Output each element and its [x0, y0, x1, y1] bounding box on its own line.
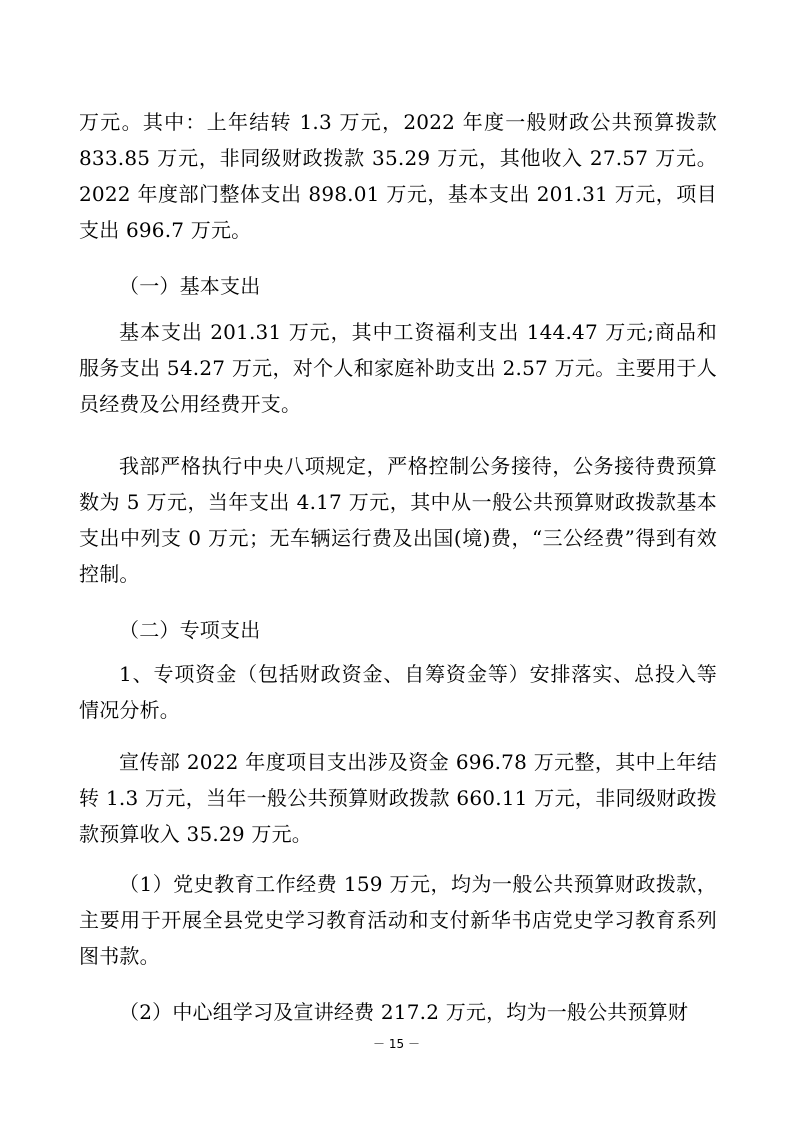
heading-basic-expenditure: （一）基本支出	[119, 274, 261, 298]
paragraph-basic-expenditure: 基本支出 201.31 万元，其中工资福利支出 144.47 万元;商品和服务支出 54.27 万元，对个人和家庭补助支出 2.57 万元。主要用于人员经费及公用经费开支。	[79, 320, 717, 416]
heading-special-expenditure: （二）专项支出	[119, 618, 261, 642]
paragraph-study-lecture-fund: （2）中心组学习及宣讲经费 217.2 万元，均为一般公共预算财	[119, 1000, 689, 1024]
paragraph-income-summary: 万元。其中：上年结转 1.3 万元，2022 年度一般财政公共预算拨款 833.85 万元，非同级财政拨款 35.29 万元，其他收入 27.57 万元。2022 年度部门整体支出 898.01 万元，基本支出 201.31 万元，项目支出 696.7 万元。	[79, 110, 717, 242]
paragraph-special-funds-intro: 1、专项资金（包括财政资金、自筹资金等）安排落实、总投入等情况分析。	[79, 662, 717, 722]
paragraph-project-expenditure: 宣传部 2022 年度项目支出涉及资金 696.78 万元整，其中上年结转 1.3 万元，当年一般公共预算财政拨款 660.11 万元，非同级财政拨款预算收入 35.29 万元。	[79, 750, 717, 846]
paragraph-reception-expenses: 我部严格执行中央八项规定，严格控制公务接待，公务接待费预算数为 5 万元，当年支出 4.17 万元，其中从一般公共预算财政拨款基本支出中列支 0 万元；无车辆运行费及出国(境)费，“三公经费”得到有效控制。	[79, 454, 717, 586]
paragraph-party-history-fund: （1）党史教育工作经费 159 万元，均为一般公共预算财政拨款，主要用于开展全县党史学习教育活动和支付新华书店党史学习教育系列图书款。	[79, 872, 717, 968]
page-number: － 15 －	[373, 1037, 420, 1051]
